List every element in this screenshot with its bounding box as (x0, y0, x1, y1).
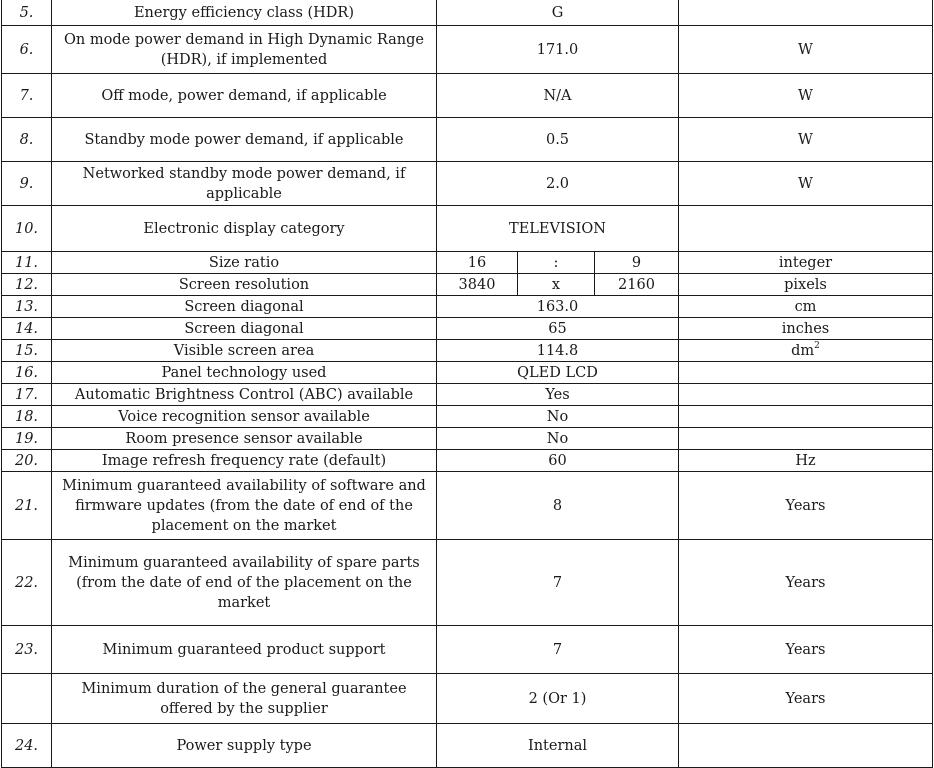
row-number-cell: 24. (2, 724, 52, 768)
value-cell: G (437, 0, 679, 26)
value-cell: 163.0 (437, 296, 679, 318)
parameter-cell: Minimum guaranteed availability of spare parts (from the date of end of the placement on the market (52, 540, 437, 626)
unit-cell (679, 296, 933, 318)
unit-cell (679, 318, 933, 340)
unit-text: cm (794, 298, 817, 315)
value-part-b-cell: 9 (595, 252, 679, 274)
table-row (2, 724, 933, 768)
unit-cell (679, 626, 933, 674)
parameter-cell: Standby mode power demand, if applicable (52, 118, 437, 162)
row-number-cell: 13. (2, 296, 52, 318)
value-cell: 7 (437, 626, 679, 674)
unit-cell (679, 362, 933, 384)
row-number-cell: 20. (2, 450, 52, 472)
unit-cell (679, 274, 933, 296)
parameter-cell: Electronic display category (52, 206, 437, 252)
table-row (2, 540, 933, 626)
table-row (2, 26, 933, 74)
unit-text: W (798, 175, 813, 192)
table-row (2, 296, 933, 318)
row-number-cell: 22. (2, 540, 52, 626)
value-cell: 171.0 (437, 26, 679, 74)
row-number-cell: 17. (2, 384, 52, 406)
value-cell: No (437, 406, 679, 428)
parameter-cell: Off mode, power demand, if applicable (52, 74, 437, 118)
parameter-cell: Panel technology used (52, 362, 437, 384)
unit-text: W (798, 87, 813, 104)
unit-cell (679, 74, 933, 118)
row-number-cell: 21. (2, 472, 52, 540)
value-cell: QLED LCD (437, 362, 679, 384)
table-row (2, 274, 933, 296)
unit-cell (679, 0, 933, 26)
unit-text: pixels (784, 276, 827, 293)
row-number-cell: 6. (2, 26, 52, 74)
value-cell: TELEVISION (437, 206, 679, 252)
row-number-cell: 5. (2, 0, 52, 26)
value-cell: 8 (437, 472, 679, 540)
row-number-cell: 14. (2, 318, 52, 340)
unit-text: Hz (795, 452, 816, 469)
value-separator-cell: : (518, 252, 595, 274)
unit-text: W (798, 41, 813, 58)
table-row (2, 318, 933, 340)
table-row (2, 252, 933, 274)
value-cell: 114.8 (437, 340, 679, 362)
unit-text: integer (778, 254, 833, 271)
unit-text: inches (781, 320, 830, 337)
row-number-cell: 19. (2, 428, 52, 450)
parameter-cell: Screen diagonal (52, 318, 437, 340)
unit-cell (679, 674, 933, 724)
unit-text: Years (785, 574, 826, 591)
unit-text: Years (785, 641, 826, 658)
unit-cell (679, 118, 933, 162)
unit-cell (679, 406, 933, 428)
unit-cell (679, 428, 933, 450)
parameter-cell: Minimum duration of the general guarantee offered by the supplier (52, 674, 437, 724)
table-row (2, 340, 933, 362)
parameter-cell: Networked standby mode power demand, if applicable (52, 162, 437, 206)
unit-text: Years (785, 690, 826, 707)
parameter-cell: Energy efficiency class (HDR) (52, 0, 437, 26)
unit-cell (679, 252, 933, 274)
parameter-cell: Minimum guaranteed product support (52, 626, 437, 674)
parameter-cell: Minimum guaranteed availability of software and firmware updates (from the date of end of the placement on the market (52, 472, 437, 540)
unit-text: Years (785, 497, 826, 514)
parameter-cell: Power supply type (52, 724, 437, 768)
parameter-cell: Image refresh frequency rate (default) (52, 450, 437, 472)
unit-cell (679, 724, 933, 768)
unit-cell (679, 206, 933, 252)
table-row (2, 450, 933, 472)
parameter-cell: Size ratio (52, 252, 437, 274)
parameter-cell: Automatic Brightness Control (ABC) available (52, 384, 437, 406)
row-number-cell: 7. (2, 74, 52, 118)
value-cell: Internal (437, 724, 679, 768)
row-number-cell: 10. (2, 206, 52, 252)
table-row (2, 674, 933, 724)
unit-cell (679, 162, 933, 206)
value-cell: 65 (437, 318, 679, 340)
table-row (2, 362, 933, 384)
table-row (2, 406, 933, 428)
table-row (2, 472, 933, 540)
value-cell: N/A (437, 74, 679, 118)
value-part-b-cell: 2160 (595, 274, 679, 296)
row-number-cell: 18. (2, 406, 52, 428)
value-separator-cell: x (518, 274, 595, 296)
unit-cell (679, 384, 933, 406)
value-cell: 2.0 (437, 162, 679, 206)
table-row (2, 428, 933, 450)
parameter-cell: On mode power demand in High Dynamic Range (HDR), if implemented (52, 26, 437, 74)
product-information-table (1, 0, 933, 768)
parameter-cell: Visible screen area (52, 340, 437, 362)
value-cell: 0.5 (437, 118, 679, 162)
parameter-cell: Voice recognition sensor available (52, 406, 437, 428)
table-row (2, 162, 933, 206)
value-cell: No (437, 428, 679, 450)
unit-cell (679, 472, 933, 540)
value-part-a-cell: 3840 (437, 274, 518, 296)
row-number-cell: 11. (2, 252, 52, 274)
table-row (2, 206, 933, 252)
unit-text: W (798, 131, 813, 148)
parameter-cell: Screen diagonal (52, 296, 437, 318)
table-row (2, 118, 933, 162)
value-cell: 2 (Or 1) (437, 674, 679, 724)
value-cell: 7 (437, 540, 679, 626)
row-number-cell: 9. (2, 162, 52, 206)
row-number-cell: 23. (2, 626, 52, 674)
unit-cell (679, 340, 933, 362)
unit-text: dm (791, 342, 815, 359)
row-number-cell: 16. (2, 362, 52, 384)
unit-cell (679, 450, 933, 472)
table-row (2, 384, 933, 406)
value-cell: 60 (437, 450, 679, 472)
table-row (2, 74, 933, 118)
table-row (2, 0, 933, 26)
table-row (2, 626, 933, 674)
row-number-cell: 12. (2, 274, 52, 296)
value-part-a-cell: 16 (437, 252, 518, 274)
unit-superscript: 2 (814, 340, 820, 351)
unit-cell (679, 26, 933, 74)
parameter-cell: Screen resolution (52, 274, 437, 296)
parameter-cell: Room presence sensor available (52, 428, 437, 450)
row-number-cell (2, 674, 52, 724)
row-number-cell: 8. (2, 118, 52, 162)
row-number-cell: 15. (2, 340, 52, 362)
unit-cell (679, 540, 933, 626)
value-cell: Yes (437, 384, 679, 406)
